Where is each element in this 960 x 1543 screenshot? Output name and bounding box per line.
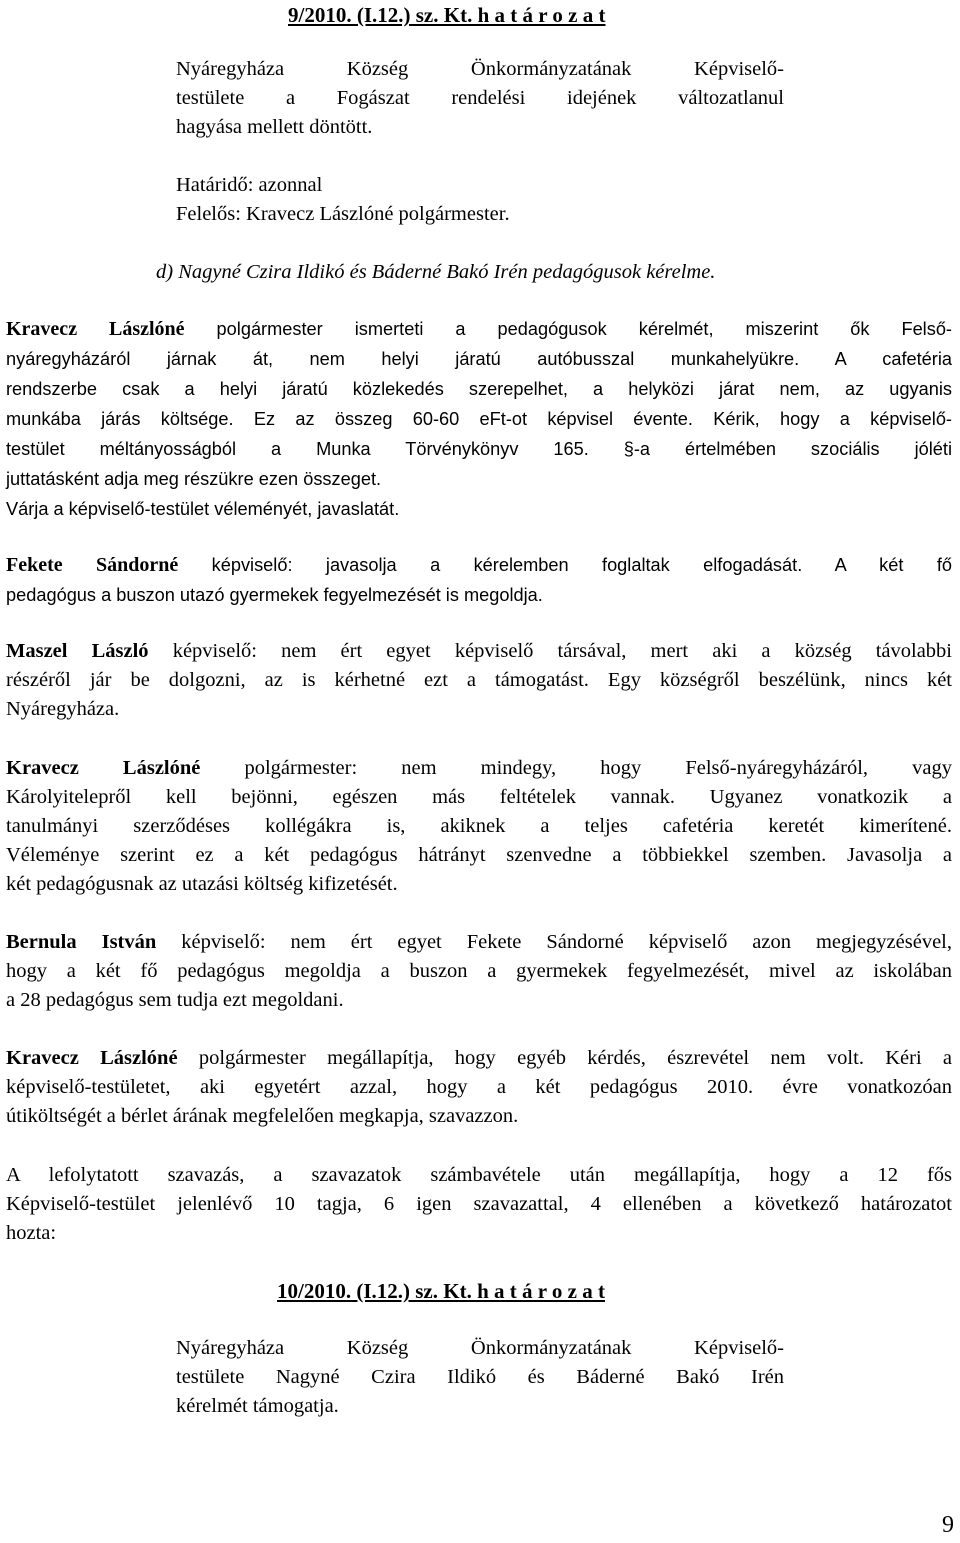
resolution-1-line: hagyása mellett döntött. xyxy=(176,116,373,138)
paragraph-line: Várja a képviselő-testület véleményét, javaslatát. xyxy=(6,499,400,519)
paragraph-line: képviselő-testületet, aki egyetért azzal, hogy a két pedagógus 2010. évre vonatkozóan xyxy=(6,1076,952,1098)
paragraph-vote-result xyxy=(6,1161,952,1248)
paragraph-line: testület méltányosságból a Munka Törvénykönyv 165. §-a értelmében szociális jóléti xyxy=(6,439,952,459)
paragraph-line: nyáregyházáról járnak át, nem helyi járatú autóbusszal munkahelyükre. A cafetéria xyxy=(6,349,952,369)
paragraph-bernula xyxy=(6,928,952,1015)
speaker-name: Maszel László xyxy=(6,640,149,662)
paragraph-line: pedagógus a buszon utazó gyermekek fegyelmezését is megoldja. xyxy=(6,585,543,605)
responsible: Felelős: Kravecz Lászlóné polgármester. xyxy=(176,203,510,225)
paragraph-line: hozta: xyxy=(6,1222,57,1244)
paragraph-line: polgármester ismerteti a pedagógusok kérelmét, miszerint ők Felső- xyxy=(184,319,952,339)
paragraph-mayor-response xyxy=(6,754,952,899)
paragraph-line: Károlyitelepről kell bejönni, egészen más feltételek vannak. Ugyanez vonatkozik a xyxy=(6,786,952,808)
speaker-name: Bernula István xyxy=(6,931,157,953)
speaker-name: Kravecz Lászlóné xyxy=(6,318,185,340)
paragraph-line: rendszerbe csak a helyi járatú közlekedés szerepelhet, a helyközi járat nem, az ugyanis xyxy=(6,379,952,399)
page-number: 9 xyxy=(942,1512,954,1538)
paragraph-line: képviselő: nem ért egyet képviselő társával, mert aki a község távolabbi xyxy=(148,640,952,662)
paragraph-mayor-intro xyxy=(6,314,952,524)
paragraph-line: Véleménye szerint ez a két pedagógus hátrányt szenvedne a többiekkel szemben. Javasolja a xyxy=(6,844,952,866)
speaker-name: Kravecz Lászlóné xyxy=(6,757,201,779)
paragraph-line: részéről jár be dolgozni, az is kérhetné ezt a támogatást. Egy községről beszélünk, nincs két xyxy=(6,669,952,691)
paragraph-line: hogy a két fő pedagógus megoldja a buszon a gyermekek fegyelmezését, mivel az iskolában xyxy=(6,960,952,982)
paragraph-line: képviselő: javasolja a kérelemben foglaltak elfogadását. A két fő xyxy=(178,555,952,575)
paragraph-line: polgármester megállapítja, hogy egyéb kérdés, észrevétel nem volt. Kéri a xyxy=(177,1047,952,1069)
resolution-1-text xyxy=(176,55,784,142)
paragraph-mayor-vote-call xyxy=(6,1044,952,1131)
paragraph-line: Képviselő-testület jelenlévő 10 tagja, 6 igen szavazattal, 4 ellenében a következő határozatot xyxy=(6,1193,952,1215)
resolution-1-title: 9/2010. (I.12.) sz. Kt. h a t á r o z a t xyxy=(288,3,606,27)
paragraph-line: Nyáregyháza. xyxy=(6,698,120,720)
resolution-2-line: testülete Nagyné Czira Ildikó és Báderné Bakó Irén xyxy=(176,1366,784,1388)
paragraph-line: két pedagógusnak az utazási költség kifizetését. xyxy=(6,873,398,895)
paragraph-maszel xyxy=(6,637,952,724)
paragraph-line: tanulmányi szerződéses kollégákra is, akiknek a teljes cafetéria keretét kimerítené. xyxy=(6,815,952,837)
paragraph-fekete xyxy=(6,550,952,610)
paragraph-line: A lefolytatott szavazás, a szavazatok számbavétele után megállapítja, hogy a 12 fős xyxy=(6,1164,952,1186)
paragraph-line: polgármester: nem mindegy, hogy Felső-nyáregyházáról, vagy xyxy=(200,757,952,779)
resolution-2-line: Nyáregyháza Község Önkormányzatának Képviselő- xyxy=(176,1337,784,1359)
resolution-2-line: kérelmét támogatja. xyxy=(176,1395,339,1417)
deadline: Határidő: azonnal xyxy=(176,174,323,196)
resolution-1-line: Nyáregyháza Község Önkormányzatának Képviselő- xyxy=(176,58,784,80)
paragraph-line: juttatásként adja meg részükre ezen összeget. xyxy=(6,469,382,489)
paragraph-line: képviselő: nem ért egyet Fekete Sándorné képviselő azon megjegyzésével, xyxy=(156,931,952,953)
speaker-name: Fekete Sándorné xyxy=(6,554,179,576)
resolution-1-line: testülete a Fogászat rendelési idejének változatlanul xyxy=(176,87,784,109)
resolution-2-text xyxy=(176,1334,784,1421)
paragraph-line: útiköltségét a bérlet árának megfelelően megkapja, szavazzon. xyxy=(6,1105,519,1127)
speaker-name: Kravecz Lászlóné xyxy=(6,1047,178,1069)
paragraph-line: a 28 pedagógus sem tudja ezt megoldani. xyxy=(6,989,344,1011)
agenda-item-d: d) Nagyné Czira Ildikó és Báderné Bakó Irén pedagógusok kérelme. xyxy=(156,261,716,283)
paragraph-line: munkába járás költsége. Ez az összeg 60-60 eFt-ot képvisel évente. Kérik, hogy a képviselő- xyxy=(6,409,952,429)
resolution-2-title: 10/2010. (I.12.) sz. Kt. h a t á r o z a t xyxy=(277,1279,605,1303)
